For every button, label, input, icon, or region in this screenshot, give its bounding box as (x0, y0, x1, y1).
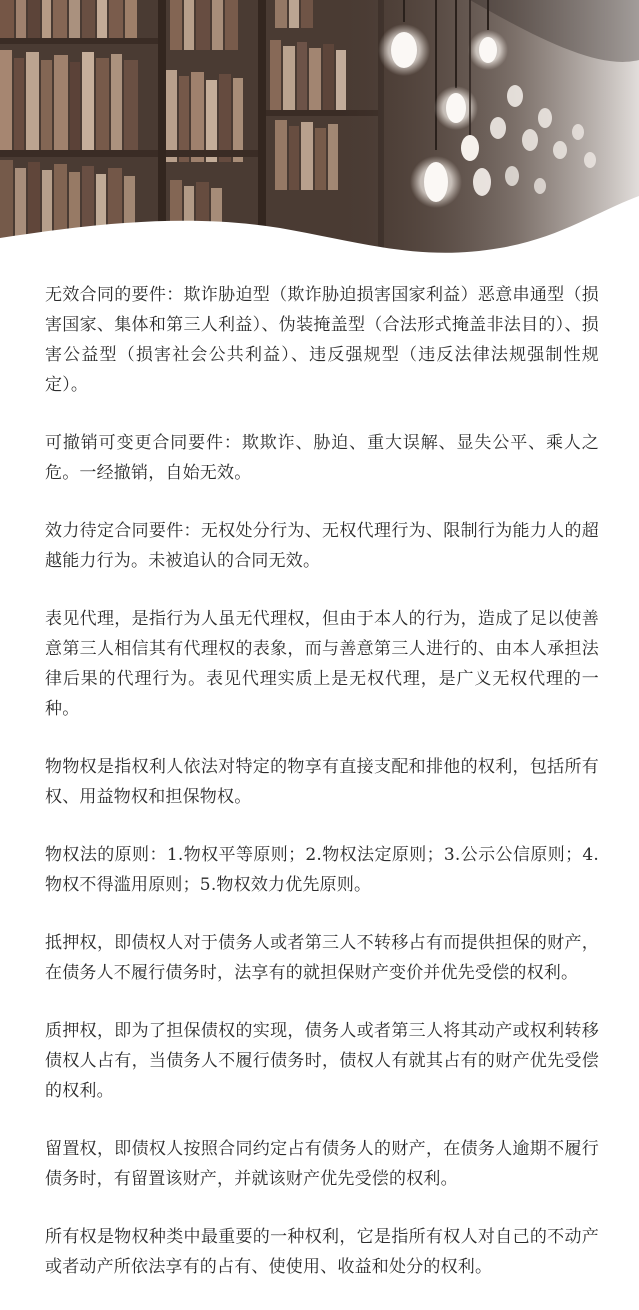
paragraph-lien: 留置权，即债权人按照合同约定占有债务人的财产，在债务人逾期不履行债务时，有留置该财产，并就该财产优先受偿的权利。 (45, 1139, 599, 1189)
paragraph-revocable-contract: 可撤销可变更合同要件：欺欺诈、胁迫、重大误解、显失公平、乘人之危。一经撤销，自始无效。 (45, 433, 599, 483)
library-banner-image (0, 0, 639, 270)
paragraph-apparent-agency: 表见代理，是指行为人虽无代理权，但由于本人的行为，造成了足以使善意第三人相信其有代理权的表象，而与善意第三人进行的、由本人承担法律后果的代理行为。表见代理实质上是无权代理，是广义无权代理的一种。 (45, 609, 599, 719)
paragraph-pending-contract: 效力待定合同要件：无权处分行为、无权代理行为、限制行为能力人的超越能力行为。未被追认的合同无效。 (45, 521, 599, 571)
paragraph-real-right: 物物权是指权利人依法对特定的物享有直接支配和排他的权利，包括所有权、用益物权和担保物权。 (45, 757, 599, 807)
paragraph-pledge: 质押权，即为了担保债权的实现，债务人或者第三人将其动产或权利转移债权人占有，当债务人不履行债务时，债权人有就其占有的财产优先受偿的权利。 (45, 1021, 599, 1101)
bookshelf-illustration (0, 0, 639, 270)
paragraph-invalid-contract: 无效合同的要件：欺诈胁迫型（欺诈胁迫损害国家利益）恶意串通型（损害国家、集体和第三人利益）、伪装掩盖型（合法形式掩盖非法目的）、损害公益型（损害社会公共利益）、违反强规型（违反法律法规强制性规定）。 (45, 285, 599, 395)
paragraph-ownership: 所有权是物权种类中最重要的一种权利，它是指所有权人对自己的不动产或者动产所依法享有的占有、使使用、收益和处分的权利。 (45, 1227, 599, 1277)
paragraph-property-law-principles: 物权法的原则：1.物权平等原则；2.物权法定原则；3.公示公信原则；4.物权不得滥用原则；5.物权效力优先原则。 (45, 845, 599, 895)
paragraph-mortgage: 抵押权，即债权人对于债务人或者第三人不转移占有而提供担保的财产，在债务人不履行债务时，法享有的就担保财产变价并优先受偿的权利。 (45, 933, 599, 983)
article-body (0, 280, 639, 1310)
